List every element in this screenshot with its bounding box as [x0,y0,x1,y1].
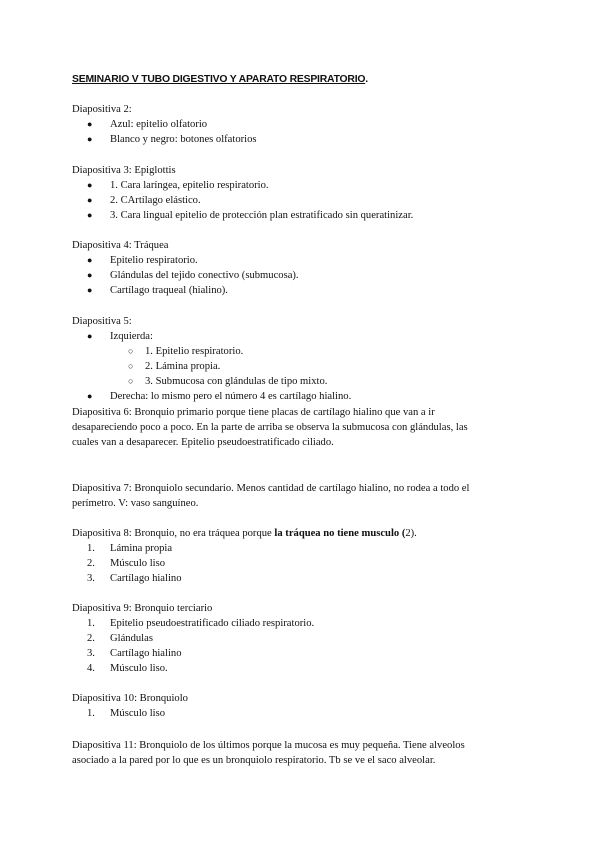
section-diapositiva-5 [72,314,532,404]
bullet-list [72,253,532,298]
bullet-icon: ● [87,270,93,280]
bullet-icon: ● [87,331,93,341]
list-item: 2. Glándulas [87,633,153,644]
sub-list-item: ○ 2. Lámina propia. [128,361,221,372]
paragraph-line: perímetro. V: vaso sanguíneo. [72,498,199,509]
bullet-icon: ● [87,195,93,205]
section-diapositiva-7 [72,481,512,511]
paragraph-line: Diapositiva 11: Bronquiolo de los últimos porque la mucosa es muy pequeña. Tiene alveolos [72,740,465,751]
section-diapositiva-10 [72,691,532,721]
list-item: ● Cartílago traqueal (hialino). [87,285,228,296]
section-heading: Diapositiva 8: Bronquio, no era tráquea porque la tráquea no tiene musculo (2). [72,528,417,539]
bullet-icon: ● [87,391,93,401]
hollow-bullet-icon: ○ [128,361,134,371]
highlight-text: la tráquea no tiene musculo ( [274,528,406,539]
bullet-list [72,117,532,147]
hollow-bullet-icon: ○ [128,346,134,356]
bullet-icon: ● [87,210,93,220]
bullet-icon: ● [87,180,93,190]
list-item: ● 3. Cara lingual epitelio de protección plan estratificado sin queratinizar. [87,210,414,221]
list-item: ● Epitelio respiratorio. [87,255,198,266]
section-heading: Diapositiva 2: [72,104,132,115]
paragraph-line: asociado a la pared por lo que es un bronquiolo respiratorio. Tb se ve el saco alveolar. [72,755,436,766]
sub-list-item: ○ 3. Submucosa con glándulas de tipo mixto. [128,376,328,387]
section-heading: Diapositiva 5: [72,316,132,327]
bullet-icon: ● [87,255,93,265]
list-item: ● Izquierda: [87,331,153,342]
bullet-icon: ● [87,119,93,129]
list-item: 1. Lámina propia [87,543,173,554]
document-title: SEMINARIO V TUBO DIGESTIVO Y APARATO RESPIRATORIO. [72,74,368,85]
list-item: ● Azul: epitelio olfatorio [87,119,208,130]
section-diapositiva-4 [72,238,532,298]
numbered-list [72,706,532,721]
section-diapositiva-8 [72,526,532,586]
paragraph-line: Diapositiva 7: Bronquiolo secundario. Menos cantidad de cartílago hialino, no rodea a todo el [72,483,470,494]
list-item: 4. Músculo liso. [87,663,168,674]
list-item: ● Derecha: lo mismo pero el número 4 es cartílago hialino. [87,391,352,402]
list-item: ● 1. Cara laríngea, epitelio respiratorio. [87,180,269,191]
list-item: ● Glándulas del tejido conectivo (submucosa). [87,270,299,281]
paragraph-line: cuales van a desaparecer. Epitelio pseudoestratificado ciliado. [72,437,334,448]
bullet-list [72,329,532,404]
hollow-bullet-icon: ○ [128,376,134,386]
list-item: ● 2. CArtílago elástico. [87,195,201,206]
section-diapositiva-9 [72,601,532,676]
numbered-list [72,616,532,676]
bullet-icon: ● [87,285,93,295]
list-item: 2. Músculo liso [87,558,166,569]
list-item: ● Blanco y negro: botones olfatorios [87,134,257,145]
numbered-list [72,541,532,586]
section-heading: Diapositiva 3: Epiglottis [72,165,176,176]
list-item: 3. Cartílago hialino [87,648,182,659]
section-diapositiva-3 [72,163,532,223]
section-diapositiva-11 [72,738,512,768]
bullet-list [72,178,532,223]
paragraph-line: Diapositiva 6: Bronquio primario porque tiene placas de cartílago hialino que van a ir [72,407,435,418]
sub-list-item: ○ 1. Epitelio respiratorio. [128,346,244,357]
list-item: 1. Epitelio pseudoestratificado ciliado respiratorio. [87,618,315,629]
section-diapositiva-2 [72,102,532,147]
section-diapositiva-6 [72,405,512,450]
section-heading: Diapositiva 10: Bronquiolo [72,693,188,704]
paragraph-line: desapareciendo poco a poco. En la parte de arriba se observa la submucosa con glándulas, las [72,422,468,433]
section-heading: Diapositiva 9: Bronquio terciario [72,603,213,614]
list-item: 3. Cartílago hialino [87,573,182,584]
bullet-icon: ● [87,134,93,144]
list-item: 1. Músculo liso [87,708,166,719]
section-heading: Diapositiva 4: Tráquea [72,240,169,251]
